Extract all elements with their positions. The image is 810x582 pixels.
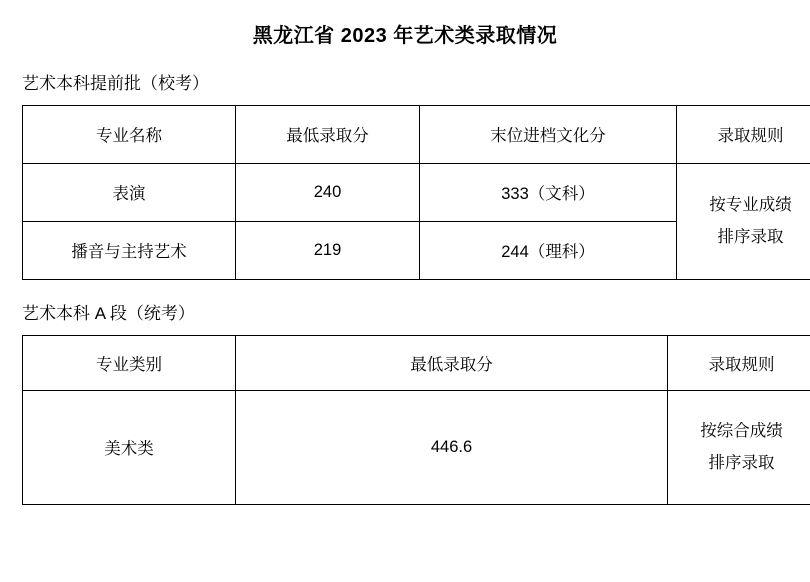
column-header-min-score: 最低录取分	[236, 335, 668, 390]
column-header-major-name: 专业名称	[23, 105, 236, 163]
cell-major-name: 表演	[23, 163, 236, 221]
page-title: 黑龙江省 2023 年艺术类录取情况	[22, 22, 788, 50]
admission-rule-line-1: 按专业成绩	[681, 189, 810, 221]
cell-admission-rule	[668, 390, 810, 504]
column-header-last-culture-score: 末位进档文化分	[420, 105, 677, 163]
table-batch-a	[22, 335, 810, 505]
cell-min-score: 240	[236, 163, 420, 221]
section-heading-1: 艺术本科提前批（校考）	[22, 72, 788, 96]
cell-last-culture-score: 244（理科）	[420, 221, 677, 279]
column-header-min-score: 最低录取分	[236, 105, 420, 163]
table-row	[23, 390, 810, 504]
column-header-admission-rule: 录取规则	[677, 105, 810, 163]
cell-min-score: 446.6	[236, 390, 668, 504]
cell-min-score: 219	[236, 221, 420, 279]
cell-last-culture-score: 333（文科）	[420, 163, 677, 221]
admission-rule-line-2: 排序录取	[681, 221, 810, 253]
cell-major-category: 美术类	[23, 390, 236, 504]
cell-admission-rule	[677, 163, 810, 279]
column-header-major-category: 专业类别	[23, 335, 236, 390]
cell-major-name: 播音与主持艺术	[23, 221, 236, 279]
admission-rule-line-2: 排序录取	[672, 447, 810, 479]
document-page	[0, 22, 810, 582]
admission-rule-line-1: 按综合成绩	[672, 415, 810, 447]
table-row	[23, 163, 810, 221]
table-header-row	[23, 105, 810, 163]
column-header-admission-rule: 录取规则	[668, 335, 810, 390]
table-advance-batch	[22, 105, 810, 280]
table-header-row	[23, 335, 810, 390]
section-heading-2: 艺术本科 A 段（统考）	[22, 302, 788, 326]
